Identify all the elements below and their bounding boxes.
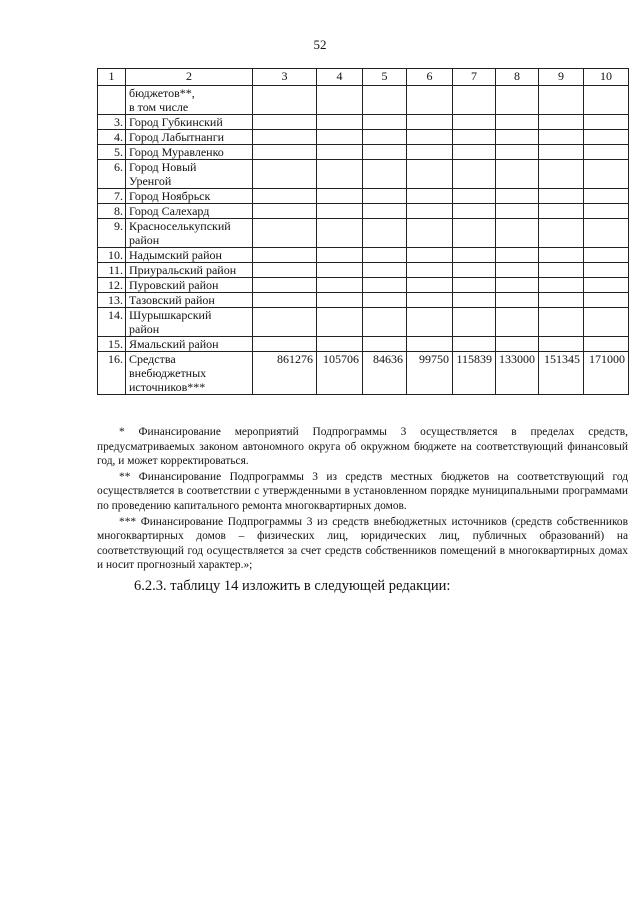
value-cell xyxy=(363,337,407,352)
value-cell xyxy=(363,86,407,115)
value-cell xyxy=(539,263,584,278)
table-row xyxy=(98,337,629,352)
row-number: 3. xyxy=(98,115,126,130)
value-cell xyxy=(496,145,539,160)
value-cell xyxy=(253,278,317,293)
header-cell: 10 xyxy=(584,69,629,86)
value-cell xyxy=(539,160,584,189)
row-label xyxy=(126,308,253,337)
row-number: 16. xyxy=(98,352,126,395)
value-cell xyxy=(317,293,363,308)
value-cell xyxy=(317,308,363,337)
value-cell xyxy=(453,248,496,263)
table-row xyxy=(98,263,629,278)
value-cell xyxy=(253,86,317,115)
value-cell xyxy=(584,263,629,278)
value-cell xyxy=(407,278,453,293)
value-cell xyxy=(453,337,496,352)
row-number: 9. xyxy=(98,219,126,248)
row-label-line: Город Новый xyxy=(129,160,197,174)
header-cell: 3 xyxy=(253,69,317,86)
value-cell xyxy=(363,308,407,337)
value-cell: 171000 xyxy=(584,352,629,395)
value-cell xyxy=(496,337,539,352)
row-label-line: район xyxy=(129,233,160,247)
table-row xyxy=(98,86,629,115)
value-cell xyxy=(453,86,496,115)
value-cell xyxy=(407,337,453,352)
header-cell: 9 xyxy=(539,69,584,86)
value-cell xyxy=(539,308,584,337)
value-cell xyxy=(317,337,363,352)
value-cell xyxy=(363,263,407,278)
row-number xyxy=(98,86,126,115)
table-row xyxy=(98,160,629,189)
value-cell xyxy=(317,219,363,248)
value-cell xyxy=(317,160,363,189)
value-cell xyxy=(584,204,629,219)
row-label xyxy=(126,352,253,395)
value-cell xyxy=(453,145,496,160)
table-row xyxy=(98,248,629,263)
value-cell xyxy=(539,204,584,219)
value-cell xyxy=(584,145,629,160)
value-cell xyxy=(453,263,496,278)
table-row xyxy=(98,219,629,248)
row-label-line: Город Ноябрьск xyxy=(129,189,211,203)
row-label-line: Город Муравленко xyxy=(129,145,224,159)
value-cell xyxy=(539,189,584,204)
value-cell xyxy=(453,204,496,219)
value-cell xyxy=(539,115,584,130)
value-cell xyxy=(584,130,629,145)
value-cell xyxy=(584,160,629,189)
row-number: 8. xyxy=(98,204,126,219)
value-cell xyxy=(407,86,453,115)
row-label xyxy=(126,204,253,219)
value-cell xyxy=(539,145,584,160)
value-cell xyxy=(539,219,584,248)
value-cell xyxy=(584,308,629,337)
value-cell xyxy=(407,160,453,189)
row-label-line: Город Салехард xyxy=(129,204,210,218)
value-cell xyxy=(253,130,317,145)
value-cell xyxy=(363,160,407,189)
value-cell xyxy=(496,130,539,145)
row-label-line: в том числе xyxy=(129,100,189,114)
row-label xyxy=(126,263,253,278)
value-cell xyxy=(496,160,539,189)
row-number: 13. xyxy=(98,293,126,308)
row-label xyxy=(126,219,253,248)
value-cell xyxy=(317,115,363,130)
value-cell xyxy=(584,86,629,115)
row-number: 6. xyxy=(98,160,126,189)
table-row xyxy=(98,308,629,337)
value-cell xyxy=(584,337,629,352)
row-label xyxy=(126,293,253,308)
value-cell xyxy=(253,160,317,189)
value-cell xyxy=(253,204,317,219)
row-label-line: Город Губкинский xyxy=(129,115,223,129)
value-cell xyxy=(539,130,584,145)
row-number: 4. xyxy=(98,130,126,145)
row-label-line: Ямальский район xyxy=(129,337,219,351)
value-cell xyxy=(317,278,363,293)
row-label-line: Средства xyxy=(129,352,176,366)
value-cell xyxy=(407,263,453,278)
value-cell xyxy=(539,248,584,263)
value-cell xyxy=(453,278,496,293)
value-cell xyxy=(363,130,407,145)
value-cell xyxy=(496,86,539,115)
row-number: 15. xyxy=(98,337,126,352)
value-cell xyxy=(253,219,317,248)
value-cell xyxy=(584,219,629,248)
value-cell xyxy=(253,115,317,130)
value-cell xyxy=(584,293,629,308)
row-label-line: Красноселькупский xyxy=(129,219,231,233)
value-cell xyxy=(407,145,453,160)
row-label-line: Шурышкарский xyxy=(129,308,212,322)
row-label xyxy=(126,145,253,160)
value-cell xyxy=(584,189,629,204)
table-row xyxy=(98,278,629,293)
value-cell xyxy=(407,248,453,263)
row-label-line: район xyxy=(129,322,160,336)
row-label-line: Пуровский район xyxy=(129,278,219,292)
row-label xyxy=(126,337,253,352)
value-cell xyxy=(253,308,317,337)
value-cell: 151345 xyxy=(539,352,584,395)
header-cell: 5 xyxy=(363,69,407,86)
row-label xyxy=(126,115,253,130)
value-cell xyxy=(253,263,317,278)
value-cell xyxy=(539,293,584,308)
value-cell xyxy=(317,204,363,219)
row-label-line: бюджетов**, xyxy=(129,86,195,100)
value-cell xyxy=(407,308,453,337)
value-cell xyxy=(317,130,363,145)
value-cell xyxy=(363,293,407,308)
value-cell xyxy=(363,204,407,219)
value-cell xyxy=(407,219,453,248)
value-cell xyxy=(453,160,496,189)
value-cell: 115839 xyxy=(453,352,496,395)
row-number: 12. xyxy=(98,278,126,293)
value-cell: 105706 xyxy=(317,352,363,395)
value-cell xyxy=(539,278,584,293)
header-cell: 1 xyxy=(98,69,126,86)
value-cell xyxy=(496,204,539,219)
value-cell xyxy=(253,293,317,308)
value-cell xyxy=(407,115,453,130)
value-cell xyxy=(317,263,363,278)
value-cell xyxy=(407,189,453,204)
table-row xyxy=(98,189,629,204)
value-cell xyxy=(453,115,496,130)
row-label xyxy=(126,160,253,189)
footnote: *** Финансирование Подпрограммы 3 из средств внебюджетных источников (средств собственников многоквартирных домов – физических лиц, юридических лиц, публичных образований) на соответствующий год осуществляется за счет средств собственников помещений в многоквартирных домах и носит прогнозный характер.»; xyxy=(97,515,628,572)
footnote: * Финансирование мероприятий Подпрограммы 3 осуществляется в пределах средств, предусматриваемых законом автономного округа об окружном бюджете на соответствующий финансовый год, и может корректироваться. xyxy=(97,426,628,468)
value-cell: 861276 xyxy=(253,352,317,395)
row-label-line: Тазовский район xyxy=(129,293,215,307)
value-cell xyxy=(363,189,407,204)
value-cell xyxy=(317,86,363,115)
value-cell xyxy=(253,189,317,204)
value-cell xyxy=(317,248,363,263)
row-label-line: Уренгой xyxy=(129,174,172,188)
table-row xyxy=(98,204,629,219)
amendment-paragraph: 6.2.3. таблицу 14 изложить в следующей редакции: xyxy=(134,578,451,594)
value-cell xyxy=(496,115,539,130)
header-cell: 7 xyxy=(453,69,496,86)
table-row xyxy=(98,293,629,308)
value-cell xyxy=(584,248,629,263)
value-cell xyxy=(584,115,629,130)
row-label-line: внебюджетных xyxy=(129,366,207,380)
table-row-total xyxy=(98,352,629,395)
value-cell xyxy=(407,293,453,308)
value-cell xyxy=(453,130,496,145)
value-cell xyxy=(496,219,539,248)
header-cell: 8 xyxy=(496,69,539,86)
row-label-line: Город Лабытнанги xyxy=(129,130,225,144)
value-cell xyxy=(453,293,496,308)
row-number: 14. xyxy=(98,308,126,337)
value-cell: 133000 xyxy=(496,352,539,395)
value-cell xyxy=(253,145,317,160)
value-cell xyxy=(584,278,629,293)
header-cell: 6 xyxy=(407,69,453,86)
row-label-line: Приуральский район xyxy=(129,263,237,277)
value-cell xyxy=(363,278,407,293)
value-cell xyxy=(496,278,539,293)
value-cell xyxy=(539,337,584,352)
value-cell xyxy=(496,293,539,308)
value-cell xyxy=(496,189,539,204)
value-cell xyxy=(363,145,407,160)
row-label-line: источников*** xyxy=(129,380,206,394)
row-number: 10. xyxy=(98,248,126,263)
table-row xyxy=(98,130,629,145)
row-number: 5. xyxy=(98,145,126,160)
row-label xyxy=(126,278,253,293)
header-row xyxy=(98,69,629,86)
header-cell: 4 xyxy=(317,69,363,86)
value-cell xyxy=(407,130,453,145)
value-cell xyxy=(453,219,496,248)
value-cell xyxy=(453,308,496,337)
value-cell xyxy=(496,308,539,337)
header-cell: 2 xyxy=(126,69,253,86)
row-label xyxy=(126,248,253,263)
footnote: ** Финансирование Подпрограммы 3 из средств местных бюджетов на соответствующий год осуществляется в соответствии с утвержденными в установленном порядке муниципальными программами по проведению капитального ремонта многоквартирных домов. xyxy=(97,470,628,512)
value-cell xyxy=(363,248,407,263)
value-cell xyxy=(253,248,317,263)
table-row xyxy=(98,115,629,130)
page-number: 52 xyxy=(313,37,327,52)
value-cell xyxy=(363,115,407,130)
value-cell xyxy=(317,189,363,204)
value-cell xyxy=(496,248,539,263)
row-number: 7. xyxy=(98,189,126,204)
value-cell xyxy=(253,337,317,352)
value-cell xyxy=(317,145,363,160)
row-label xyxy=(126,189,253,204)
value-cell xyxy=(453,189,496,204)
value-cell xyxy=(539,86,584,115)
value-cell xyxy=(363,219,407,248)
financing-table xyxy=(97,68,629,395)
value-cell: 84636 xyxy=(363,352,407,395)
row-label-line: Надымский район xyxy=(129,248,222,262)
footnotes xyxy=(97,425,628,574)
row-label xyxy=(126,130,253,145)
value-cell xyxy=(407,204,453,219)
table-row xyxy=(98,145,629,160)
row-number: 11. xyxy=(98,263,126,278)
value-cell xyxy=(496,263,539,278)
row-label xyxy=(126,86,253,115)
value-cell: 99750 xyxy=(407,352,453,395)
